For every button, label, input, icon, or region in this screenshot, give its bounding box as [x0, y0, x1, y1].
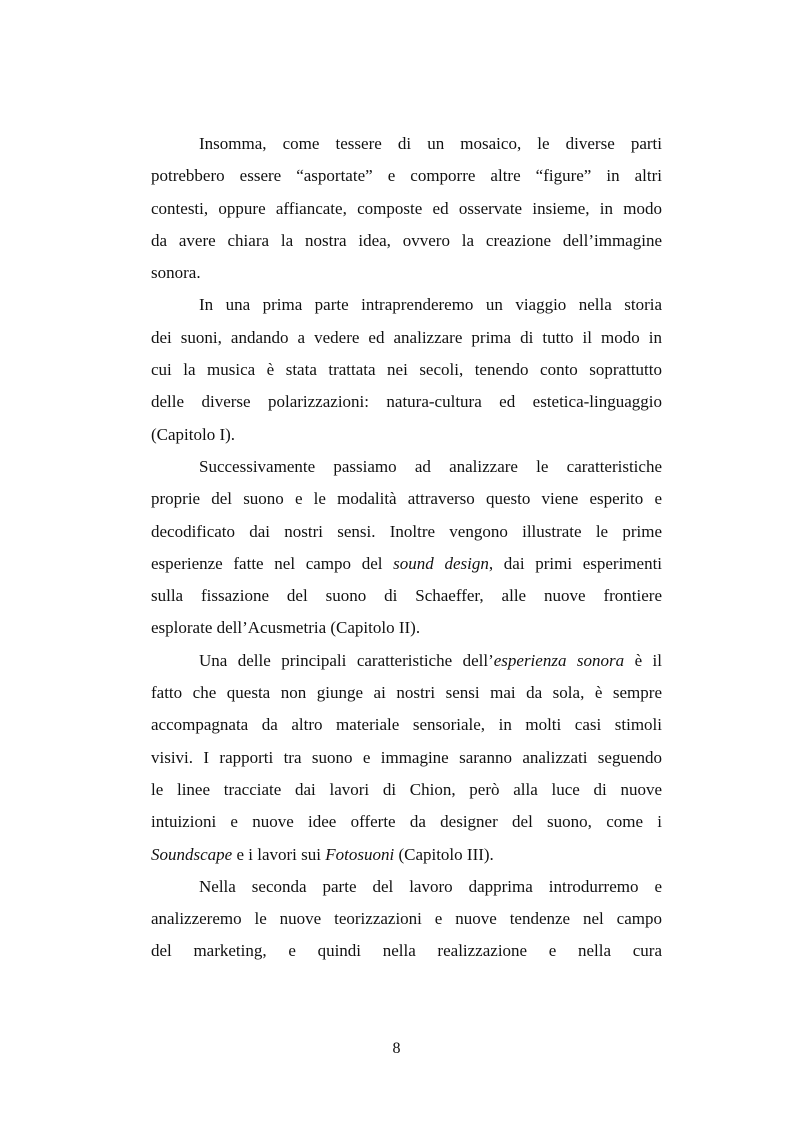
text-run: esplorate dell’Acusmetria (Capitolo II). [151, 618, 421, 638]
text-run: Una delle principali caratteristiche dell’ [199, 650, 494, 670]
paragraph [151, 645, 662, 871]
text-run: e i lavori sui [232, 844, 326, 864]
text-line [151, 709, 662, 741]
text-line [151, 742, 662, 774]
text-line [151, 806, 662, 838]
text-run: dei suoni, andando a vedere ed analizzare prima di tutto il modo in [151, 327, 662, 347]
text-line [151, 193, 662, 225]
text-line [151, 354, 662, 386]
body-text [151, 128, 662, 968]
text-run: , dai primi esperimenti [488, 553, 663, 573]
text-run: In una prima parte intraprenderemo un viaggio nella storia [199, 295, 662, 315]
text-run: esperienze fatte nel campo del [151, 553, 394, 573]
italic-term: esperienza sonora [493, 650, 625, 670]
text-run: Insomma, come tessere di un mosaico, le diverse parti [199, 134, 662, 153]
text-run: del marketing, e quindi nella realizzazione e nella cura [151, 941, 662, 961]
text-run: (Capitolo I). [151, 424, 236, 444]
text-run: Nella seconda parte del lavoro dapprima introdurremo e [199, 876, 662, 896]
text-run: analizzeremo le nuove teorizzazioni e nuove tendenze nel campo [151, 909, 662, 929]
text-line [151, 289, 662, 321]
text-line [151, 225, 662, 257]
text-line [151, 903, 662, 935]
text-line [151, 257, 662, 289]
text-line [151, 451, 662, 483]
text-line [151, 935, 662, 967]
text-line [151, 774, 662, 806]
text-run: intuizioni e nuove idee offerte da designer del suono, come i [151, 812, 662, 832]
text-run: sulla fissazione del suono di Schaeffer, alle nuove frontiere [151, 586, 662, 606]
text-line [151, 322, 662, 354]
italic-term: Soundscape [151, 844, 233, 864]
text-run: accompagnata da altro materiale sensoriale, in molti casi stimoli [151, 715, 662, 735]
text-run: visivi. I rapporti tra suono e immagine saranno analizzati seguendo [151, 747, 662, 767]
text-line [151, 548, 662, 580]
text-run: fatto che questa non giunge ai nostri sensi mai da sola, è sempre [151, 683, 662, 703]
text-line [151, 645, 662, 677]
text-line [151, 128, 662, 160]
text-run: decodificato dai nostri sensi. Inoltre vengono illustrate le prime [151, 521, 662, 541]
text-run: proprie del suono e le modalità attraverso questo viene esperito e [151, 489, 662, 509]
text-run: le linee tracciate dai lavori di Chion, però alla luce di nuove [151, 779, 662, 799]
text-run: è il [624, 650, 662, 670]
text-line [151, 160, 662, 192]
text-run: (Capitolo III). [394, 844, 494, 864]
text-run: delle diverse polarizzazioni: natura-cultura ed estetica-linguaggio [151, 392, 662, 412]
text-line [151, 612, 662, 644]
text-line [151, 839, 662, 871]
text-run: cui la musica è stata trattata nei secoli, tenendo conto soprattutto [151, 360, 662, 380]
text-run: Successivamente passiamo ad analizzare le caratteristiche [199, 456, 662, 476]
paragraph [151, 289, 662, 450]
paragraph [151, 451, 662, 645]
paragraph [151, 871, 662, 968]
text-line [151, 871, 662, 903]
text-line [151, 516, 662, 548]
paragraph [151, 128, 662, 289]
text-run: sonora. [151, 263, 201, 283]
text-line [151, 483, 662, 515]
text-line [151, 677, 662, 709]
text-line [151, 419, 662, 451]
text-line [151, 386, 662, 418]
text-run: contesti, oppure affiancate, composte ed osservate insieme, in modo [151, 198, 662, 218]
italic-term: sound design [393, 553, 489, 573]
text-line [151, 580, 662, 612]
text-run: da avere chiara la nostra idea, ovvero la creazione dell’immagine [151, 230, 662, 250]
page-number: 8 [392, 1040, 401, 1057]
text-run: potrebbero essere “asportate” e comporre altre “figure” in altri [151, 166, 662, 186]
italic-term: Fotosuoni [325, 844, 395, 864]
